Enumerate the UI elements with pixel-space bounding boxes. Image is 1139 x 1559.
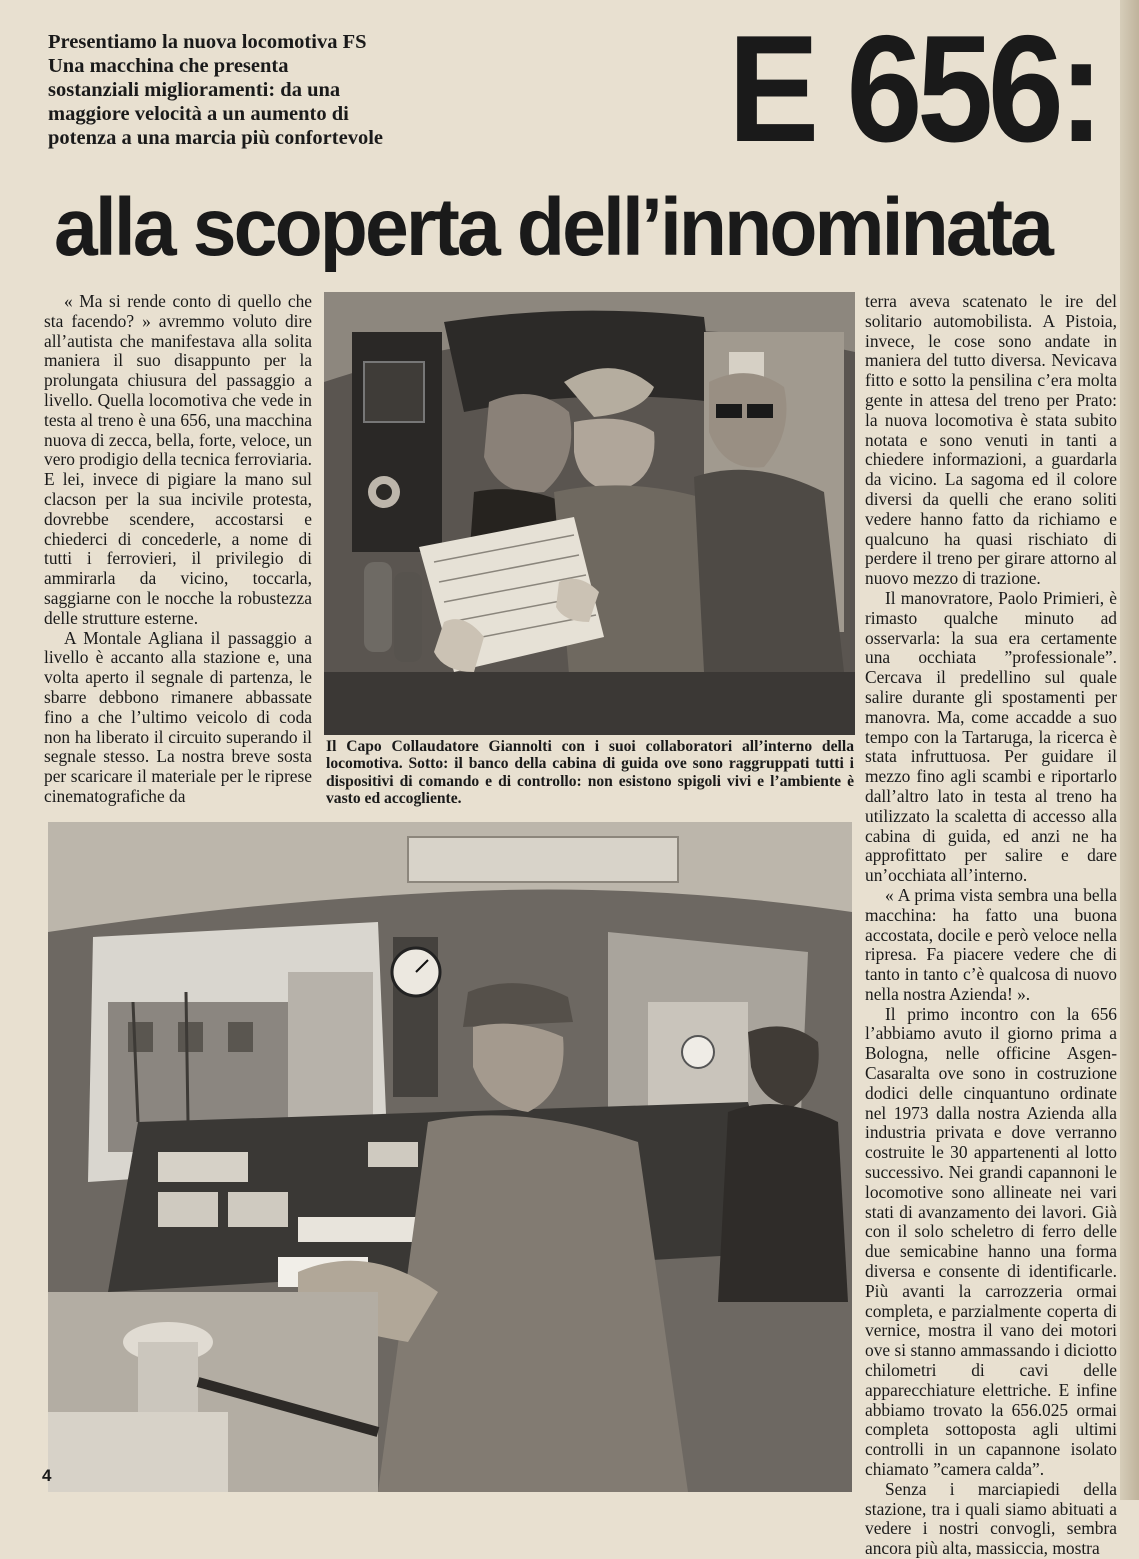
- page-edge: [1120, 0, 1139, 1500]
- deck-line: Una macchina che presenta: [48, 55, 289, 77]
- paragraph: « Ma si rende conto di quello che sta facendo? » avremmo voluto dire all’autista che manifestava alla solita maniera il suo disappunto per la prolungata chiusura del passaggio a livello. Quella locomotiva che vede in testa al treno è una 656, una macchina nuova di zecca, bella, forte, veloce, un vero prodigio della tecnica ferroviaria. E lei, invece di pigiare la mano sul clacson per la sua incivile protesta, dovrebbe scendere, accostarsi e chiederci di concederle, a nome di tutti i ferrovieri, il privilegio di ammirarla da vicino, toccarla, saggiarne con le nocche la robustezza delle strutture esterne.: [44, 291, 312, 628]
- paragraph: A Montale Agliana il passaggio a livello è accanto alla stazione e, una volta aperto il segnale di partenza, le sbarre debbono rimanere abbassate fino a che l’ultimo veicolo di coda non ha liberato il circuito superando il segnale stesso. La nostra breve sosta per scaricare il materiale per le riprese cinematografiche da: [44, 627, 312, 806]
- right-column: [865, 292, 1117, 1559]
- big-title: E 656:: [728, 4, 1099, 174]
- paragraph: terra aveva scatenato le ire del solitario automobilista. A Pistoia, invece, le cose sono andate in maniera del tutto diversa. Nevicava fitto e sotto la pensilina c’era molta gente in attesa del treno per Prato: la nuova locomotiva è stata subito notata e sono venuti in tanti a chiedere informazioni, a guardarla da vicino. La sagoma ed il colore diversi da quelli che erano soliti vedere hanno fatto da richiamo e qualcuno ha quasi rischiato di perdere il treno per girare attorno al nuovo mezzo di trazione.: [865, 291, 1117, 589]
- paragraph: Senza i marciapiedi della stazione, tra i quali siamo abituati a vedere i nostri convogli, sembra ancora più alta, massiccia, mostra: [865, 1478, 1117, 1559]
- page-number: 4: [42, 1466, 52, 1485]
- paragraph: Il primo incontro con la 656 l’abbiamo avuto il giorno prima a Bologna, nelle officine Asgen-Casaralta ove sono in costruzione dodici delle cinquantuno ordinate nel 1973 dalla nostra Azienda alla industria privata e dove verranno costruite le 30 appartenenti al lotto successivo. Nei grandi capannoni le locomotive sono allineate nei vari stati di avanzamento dei lavori. Già con il solo scheletro di ferro delle due semicabine hanno una forma diversa e consente di identificarle. Più avanti la carrozzeria ormai completa, e parzialmente coperta di vernice, mostra il vano dei motori ove si stanno ammassando i diciotto chilometri di cavi delle apparecchiature elettriche. E infine abbiamo trovato la 656.025 ormai completa sottoposta agli ultimi controlli in un capannone isolato chiamato ”camera calda”.: [865, 1003, 1117, 1480]
- paragraph: « A prima vista sembra una bella macchina: ha fatto una buona accostata, docile e però veloce nella ripresa. Fa piacere vedere che di tanto in tanto c’è qualcosa di nuovo nella nostra Azienda! ».: [865, 884, 1117, 1004]
- deck-line: maggiore velocità a un aumento di: [48, 103, 349, 125]
- photo-caption: Il Capo Collaudatore Giannolti con i suoi collaboratori all’interno della locomotiva. Sotto: il banco della cabina di guida ove sono raggruppati tutti i dispositivi di comando e di controllo: non esistono spigoli vivi e l’ambiente è vasto ed accogliente.: [326, 738, 854, 808]
- deck-line: potenza a una marcia più confortevole: [48, 127, 383, 149]
- paragraph: Il manovratore, Paolo Primieri, è rimasto qualche minuto ad osservarla: la sua era certamente una occhiata ”professionale”. Cercava il predellino sul quale salire durante gli spostamenti per manovra. Ma, come accadde a suo tempo con la Tartaruga, la ricerca è stata infruttuosa. Per guidare il mezzo fino agli scambi e riportarlo dall’altro lato in testa al treno ha utilizzato la scaletta di accesso alla cabina di guida, ed anzi ne ha approfittato per salire e dare un’occhiata all’interno.: [865, 587, 1117, 886]
- cab-crew-illustration: [324, 292, 855, 735]
- deck-subtitle: [48, 30, 408, 150]
- cab-crew-photo: [324, 292, 855, 735]
- headline: alla scoperta dell’innominata: [54, 182, 1052, 273]
- control-desk-illustration: [48, 822, 852, 1492]
- deck-line: Presentiamo la nuova locomotiva FS: [48, 31, 367, 53]
- control-desk-photo: [48, 822, 852, 1492]
- left-column: [44, 292, 312, 807]
- deck-line: sostanziali miglioramenti: da una: [48, 79, 341, 101]
